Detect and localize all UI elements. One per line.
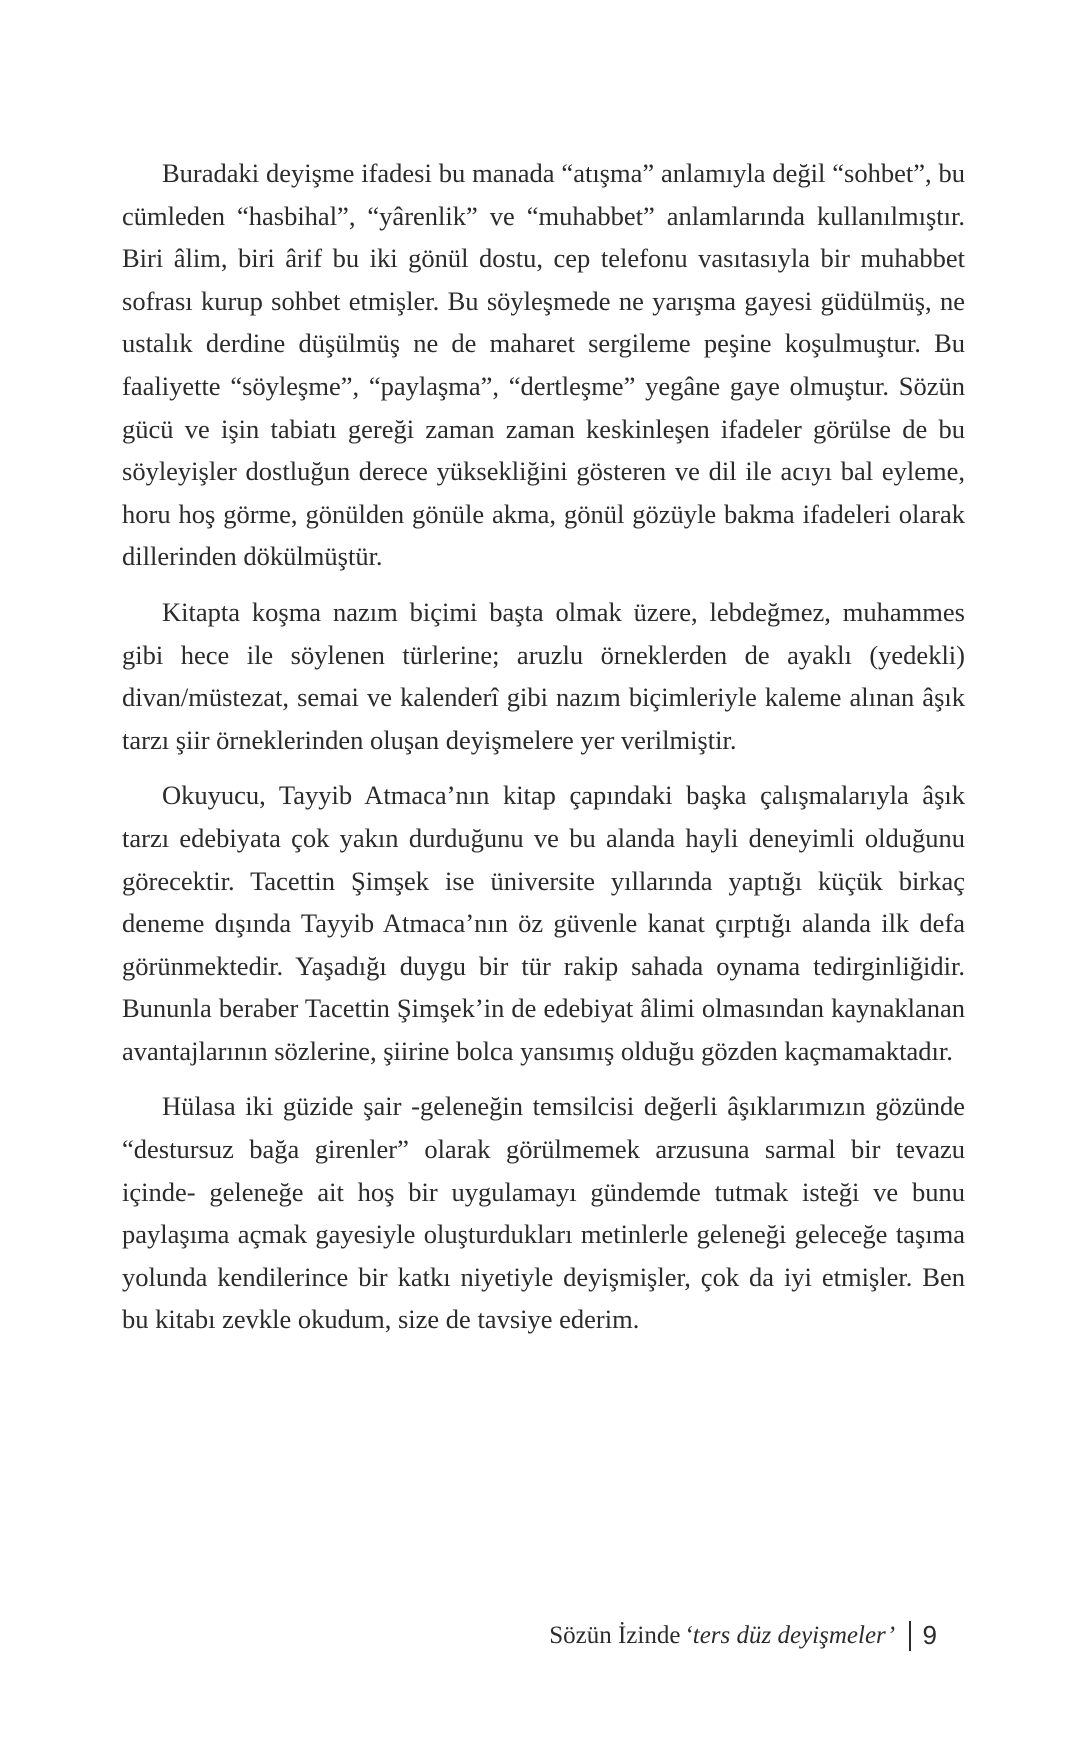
page-footer [549, 1620, 937, 1651]
paragraph-4: Hülasa iki güzide şair -geleneğin temsilcisi değerli âşıklarımızın gözünde “destursuz bağa girenler” olarak görülmemek arzusuna sarmal bir tevazu içinde- geleneğe ait hoş bir uygulamayı gündemde tutmak isteği ve bunu paylaşıma açmak gayesiyle oluşturdukları metinlerle geleneği geleceğe taşıma yolunda kendilerince bir katkı niyetiyle deyişmişler, çok da iyi etmişler. Ben bu kitabı zevkle okudum, size de tavsiye ederim. [122, 1091, 965, 1335]
paragraph-2: Kitapta koşma nazım biçimi başta olmak üzere, lebdeğmez, muhammes gibi hece ile söylenen türlerine; aruzlu örneklerden de ayaklı (yedekli) divan/müstezat, semai ve kalenderî gibi nazım biçimleriyle kaleme alınan âşık tarzı şiir örneklerinden oluşan deyişmelere yer verilmiştir. [122, 596, 965, 755]
body-text [122, 152, 965, 1354]
footer-book-title: Sözün İzinde [549, 1621, 681, 1649]
page-number: 9 [922, 1620, 937, 1650]
paragraph-3: Okuyucu, Tayyib Atmaca’nın kitap çapındaki başka çalışmalarıyla âşık tarzı edebiyata çok yakın durduğunu ve bu alanda hayli deneyimli olduğunu görecektir. Tacettin Şimşek ise üniversite yıllarında yaptığı küçük birkaç deneme dışında Tayyib Atmaca’nın öz güvenle kanat çırptığı alanda ilk defa görünmektedir. Yaşadığı duygu bir tür rakip sahada oynama tedirginliğidir. Bununla beraber Tacettin Şimşek’in de edebiyat âlimi olmasından kaynaklanan avantajlarının sözlerine, şiirine bolca yansımış olduğu gözden kaçmamaktadır. [122, 780, 965, 1066]
footer-divider [909, 1621, 911, 1651]
footer-subtitle: ‘ters düz deyişmeler’ [684, 1621, 896, 1649]
paragraph-1: Buradaki deyişme ifadesi bu manada “atışma” anlamıyla değil “sohbet”, bu cümleden “hasbihal”, “yârenlik” ve “muhabbet” anlamlarında kullanılmıştır. Biri âlim, biri ârif bu iki gönül dostu, cep telefonu vasıtasıyla bir muhabbet sofrası kurup sohbet etmişler. Bu söyleşmede ne yarışma gayesi güdülmüş, ne ustalık derdine düşülmüş ne de maharet sergileme peşine koşulmuştur. Bu faaliyette “söyleşme”, “paylaşma”, “dertleşme” yegâne gaye olmuştur. Sözün gücü ve işin tabiatı gereği zaman zaman keskinleşen ifadeler görülse de bu söyleyişler dostluğun derece yüksekliğini gösteren ve dil ile acıyı bal eyleme, horu hoş görme, gönülden gönüle akma, gönül gözüyle bakma ifadeleri olarak dillerinden dökülmüştür. [122, 158, 965, 572]
